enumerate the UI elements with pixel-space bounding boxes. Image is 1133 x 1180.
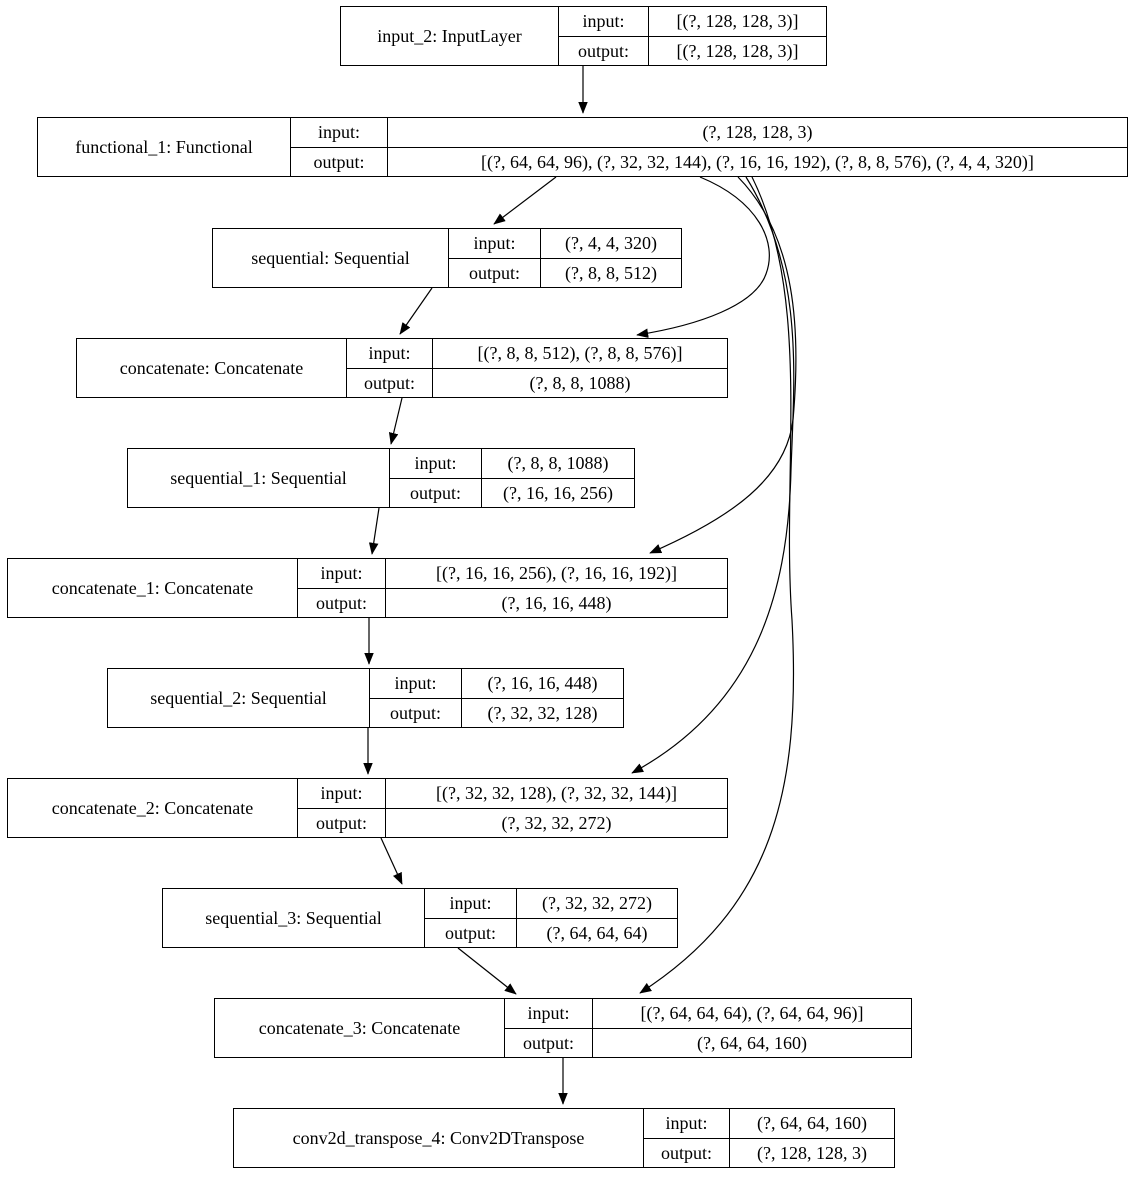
output-shape-value: (?, 32, 32, 128) — [487, 702, 598, 723]
output-row-label: output: — [298, 809, 386, 838]
output-shape-value: [(?, 128, 128, 3)] — [676, 40, 799, 61]
input-row-label: input: — [390, 449, 482, 478]
node-sequential_3 — [162, 888, 678, 948]
node-functional_1 — [37, 117, 1128, 177]
output-row-label: output: — [559, 37, 649, 66]
output-shape-value: (?, 16, 16, 256) — [503, 482, 613, 503]
node-sequential_2 — [107, 668, 624, 728]
layer-name: sequential_3: Sequential — [163, 889, 425, 947]
output-shape-value: (?, 64, 64, 64) — [546, 922, 648, 943]
node-concatenate_3 — [214, 998, 912, 1058]
input-shape-value: (?, 64, 64, 160) — [757, 1113, 867, 1134]
layer-name: input_2: InputLayer — [341, 7, 559, 65]
layer-name: sequential_1: Sequential — [128, 449, 390, 507]
output-shape-value: (?, 8, 8, 512) — [565, 262, 657, 283]
input-shape-value: (?, 128, 128, 3) — [702, 122, 813, 143]
edge-functional_1-to-sequential — [494, 177, 556, 224]
node-concatenate — [76, 338, 728, 398]
output-row-label: output: — [425, 919, 517, 948]
input-row-label: input: — [370, 669, 462, 698]
input-row-label: input: — [347, 339, 433, 368]
layer-name: functional_1: Functional — [38, 118, 291, 176]
node-input_2 — [340, 6, 827, 66]
node-concatenate_2 — [7, 778, 728, 838]
output-row-label: output: — [298, 589, 386, 618]
input-row-label: input: — [644, 1109, 730, 1138]
edge-sequential_1-to-concatenate_1 — [372, 508, 379, 554]
input-shape-value: (?, 4, 4, 320) — [565, 233, 657, 254]
layer-name: conv2d_transpose_4: Conv2DTranspose — [234, 1109, 644, 1167]
layer-name: sequential_2: Sequential — [108, 669, 370, 727]
node-sequential_1 — [127, 448, 635, 508]
output-shape-value: (?, 8, 8, 1088) — [529, 372, 631, 393]
input-shape-value: [(?, 32, 32, 128), (?, 32, 32, 144)] — [436, 783, 677, 804]
node-conv2d_transpose_4 — [233, 1108, 895, 1168]
node-sequential — [212, 228, 682, 288]
output-shape-value: (?, 16, 16, 448) — [501, 592, 612, 613]
output-row-label: output: — [370, 699, 462, 728]
layer-name: concatenate_3: Concatenate — [215, 999, 505, 1057]
edge-concatenate_2-to-sequential_3 — [381, 838, 402, 884]
edge-sequential_3-to-concatenate_3 — [458, 948, 516, 994]
node-concatenate_1 — [7, 558, 728, 618]
input-shape-value: [(?, 16, 16, 256), (?, 16, 16, 192)] — [436, 563, 677, 584]
input-shape-value: (?, 16, 16, 448) — [487, 673, 598, 694]
output-row-label: output: — [505, 1029, 593, 1058]
layer-name: concatenate_1: Concatenate — [8, 559, 298, 617]
output-row-label: output: — [644, 1139, 730, 1168]
input-row-label: input: — [505, 999, 593, 1028]
input-shape-value: (?, 32, 32, 272) — [542, 893, 652, 914]
output-row-label: output: — [390, 479, 482, 508]
input-row-label: input: — [291, 118, 388, 147]
output-shape-value: (?, 128, 128, 3) — [757, 1142, 867, 1163]
input-shape-value: (?, 8, 8, 1088) — [507, 453, 609, 474]
layer-name: sequential: Sequential — [213, 229, 449, 287]
edge-concatenate-to-sequential_1 — [391, 398, 402, 444]
input-row-label: input: — [559, 7, 649, 36]
edge-sequential-to-concatenate — [400, 288, 432, 334]
output-shape-value: [(?, 64, 64, 96), (?, 32, 32, 144), (?, 16, 16, 192), (?, 8, 8, 576), (?, 4, 4, 320)] — [481, 151, 1034, 172]
input-row-label: input: — [298, 779, 386, 808]
output-row-label: output: — [449, 259, 541, 288]
input-row-label: input: — [425, 889, 517, 918]
output-shape-value: (?, 32, 32, 272) — [501, 812, 612, 833]
output-shape-value: (?, 64, 64, 160) — [697, 1032, 807, 1053]
output-row-label: output: — [347, 369, 433, 398]
input-shape-value: [(?, 128, 128, 3)] — [676, 11, 799, 32]
input-shape-value: [(?, 64, 64, 64), (?, 64, 64, 96)] — [640, 1003, 864, 1024]
layer-name: concatenate: Concatenate — [77, 339, 347, 397]
output-row-label: output: — [291, 148, 388, 177]
input-shape-value: [(?, 8, 8, 512), (?, 8, 8, 576)] — [477, 343, 683, 364]
layer-name: concatenate_2: Concatenate — [8, 779, 298, 837]
input-row-label: input: — [449, 229, 541, 258]
input-row-label: input: — [298, 559, 386, 588]
